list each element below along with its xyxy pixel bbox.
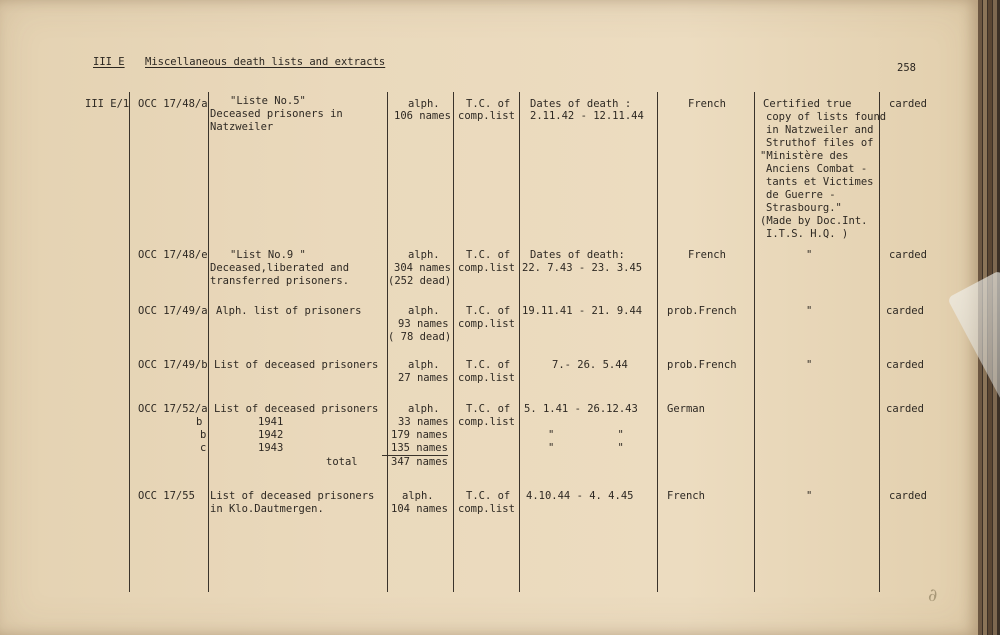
sub-count: 135 names [391,442,448,454]
title-cell: Deceased,liberated and [210,262,350,274]
dates-cell: 4.10.44 - 4. 4.45 [526,490,634,502]
title-cell: transferred prisoners. [210,275,350,287]
sub-year: 1942 [258,429,284,441]
count-cell: 106 names [394,110,451,122]
status-cell: carded [886,359,924,371]
remarks-cell: in Natzweiler and [766,124,874,136]
dates-cell: 7.- 26. 5.44 [552,359,628,371]
title-cell: Alph. list of prisoners [216,305,362,317]
ref-cell: OCC 17/55 [138,490,195,502]
column-divider [453,92,454,592]
dates-cell: 2.11.42 - 12.11.44 [530,110,644,122]
total-label: total [326,456,358,468]
count-cell: 93 names [398,318,449,330]
order-cell: alph. [408,249,440,261]
title-cell: in Klo.Dautmergen. [210,503,324,515]
source-cell: comp.list [458,372,515,384]
source-cell: comp.list [458,318,515,330]
column-divider [208,92,209,592]
remarks-cell: Certified true [763,98,852,110]
order-cell: alph. [408,403,440,415]
remarks-cell: " [806,359,813,371]
ref-cell: OCC 17/49/a [138,305,208,317]
title-cell: "Liste No.5" [230,95,306,107]
sub-letter: b [196,416,203,428]
dates-cell: 22. 7.43 - 23. 3.45 [522,262,643,274]
nationality-cell: French [688,98,726,110]
remarks-cell: I.T.S. H.Q. ) [766,228,849,240]
order-cell: alph. [408,305,440,317]
source-cell: comp.list [458,503,515,515]
nationality-cell: prob.French [667,359,737,371]
column-divider [129,92,130,592]
dates-cell: Dates of death : [530,98,632,110]
source-cell: comp.list [458,262,515,274]
column-divider [657,92,658,592]
remarks-cell: Anciens Combat - [766,163,868,175]
remarks-cell: (Made by Doc.Int. [760,215,868,227]
status-cell: carded [889,490,927,502]
column-divider [519,92,520,592]
status-cell: carded [886,403,924,415]
sub-letter: c [200,442,207,454]
column-divider [879,92,880,592]
nationality-cell: prob.French [667,305,737,317]
sub-dates: " " [548,442,624,454]
sub-dates: " " [548,429,624,441]
title-cell: "List No.9 " [230,249,306,261]
sub-year: 1943 [258,442,284,454]
remarks-cell: "Ministère des [760,150,849,162]
sub-year: 1941 [258,416,284,428]
source-cell: T.C. of [466,403,511,415]
dates-cell: 5. 1.41 - 26.12.43 [524,403,638,415]
pencil-mark: ∂ [928,585,938,606]
remarks-cell: tants et Victimes [766,176,874,188]
title-cell: Deceased prisoners in [210,108,343,120]
page-number: 258 [897,62,916,74]
order-cell: alph. [408,98,440,110]
order-cell: alph. [408,359,440,371]
remarks-cell: " [806,249,813,261]
remarks-cell: " [806,305,813,317]
count-cell: 304 names [394,262,451,274]
title-cell: List of deceased prisoners [210,490,375,502]
sub-letter: b [200,429,207,441]
sub-count: 33 names [398,416,449,428]
ref-cell: OCC 17/49/b [138,359,208,371]
nationality-cell: French [688,249,726,261]
source-cell: T.C. of [466,490,511,502]
count-cell: ( 78 dead) [388,331,452,343]
source-cell: comp.list [458,416,515,428]
remarks-cell: de Guerre - [766,189,836,201]
source-cell: T.C. of [466,359,511,371]
remarks-cell: Struthof files of [766,137,874,149]
ref-cell: OCC 17/52/a [138,403,208,415]
order-cell: alph. [402,490,434,502]
nationality-cell: French [667,490,705,502]
status-cell: carded [889,98,927,110]
entry-label: III E/1 [85,98,130,110]
ref-cell: OCC 17/48/a [138,98,208,110]
column-divider [754,92,755,592]
title-cell: List of deceased prisoners [214,403,379,415]
sub-count: 179 names [391,429,448,441]
status-cell: carded [889,249,927,261]
source-cell: comp.list [458,110,515,122]
remarks-cell: copy of lists found [766,111,887,123]
section-code: III E [93,56,125,68]
dates-cell: 19.11.41 - 21. 9.44 [522,305,643,317]
total-count: 347 names [391,456,448,468]
source-cell: T.C. of [466,305,511,317]
ref-cell: OCC 17/48/e [138,249,208,261]
section-title: Miscellaneous death lists and extracts [145,56,386,68]
source-cell: T.C. of [466,249,511,261]
remarks-cell: " [806,490,813,502]
remarks-cell: Strasbourg." [766,202,842,214]
title-cell: Natzweiler [210,121,274,133]
dates-cell: Dates of death: [530,249,625,261]
nationality-cell: German [667,403,705,415]
title-cell: List of deceased prisoners [214,359,379,371]
count-cell: 104 names [391,503,448,515]
status-cell: carded [886,305,924,317]
count-cell: 27 names [398,372,449,384]
source-cell: T.C. of [466,98,511,110]
count-cell: (252 dead) [388,275,452,287]
